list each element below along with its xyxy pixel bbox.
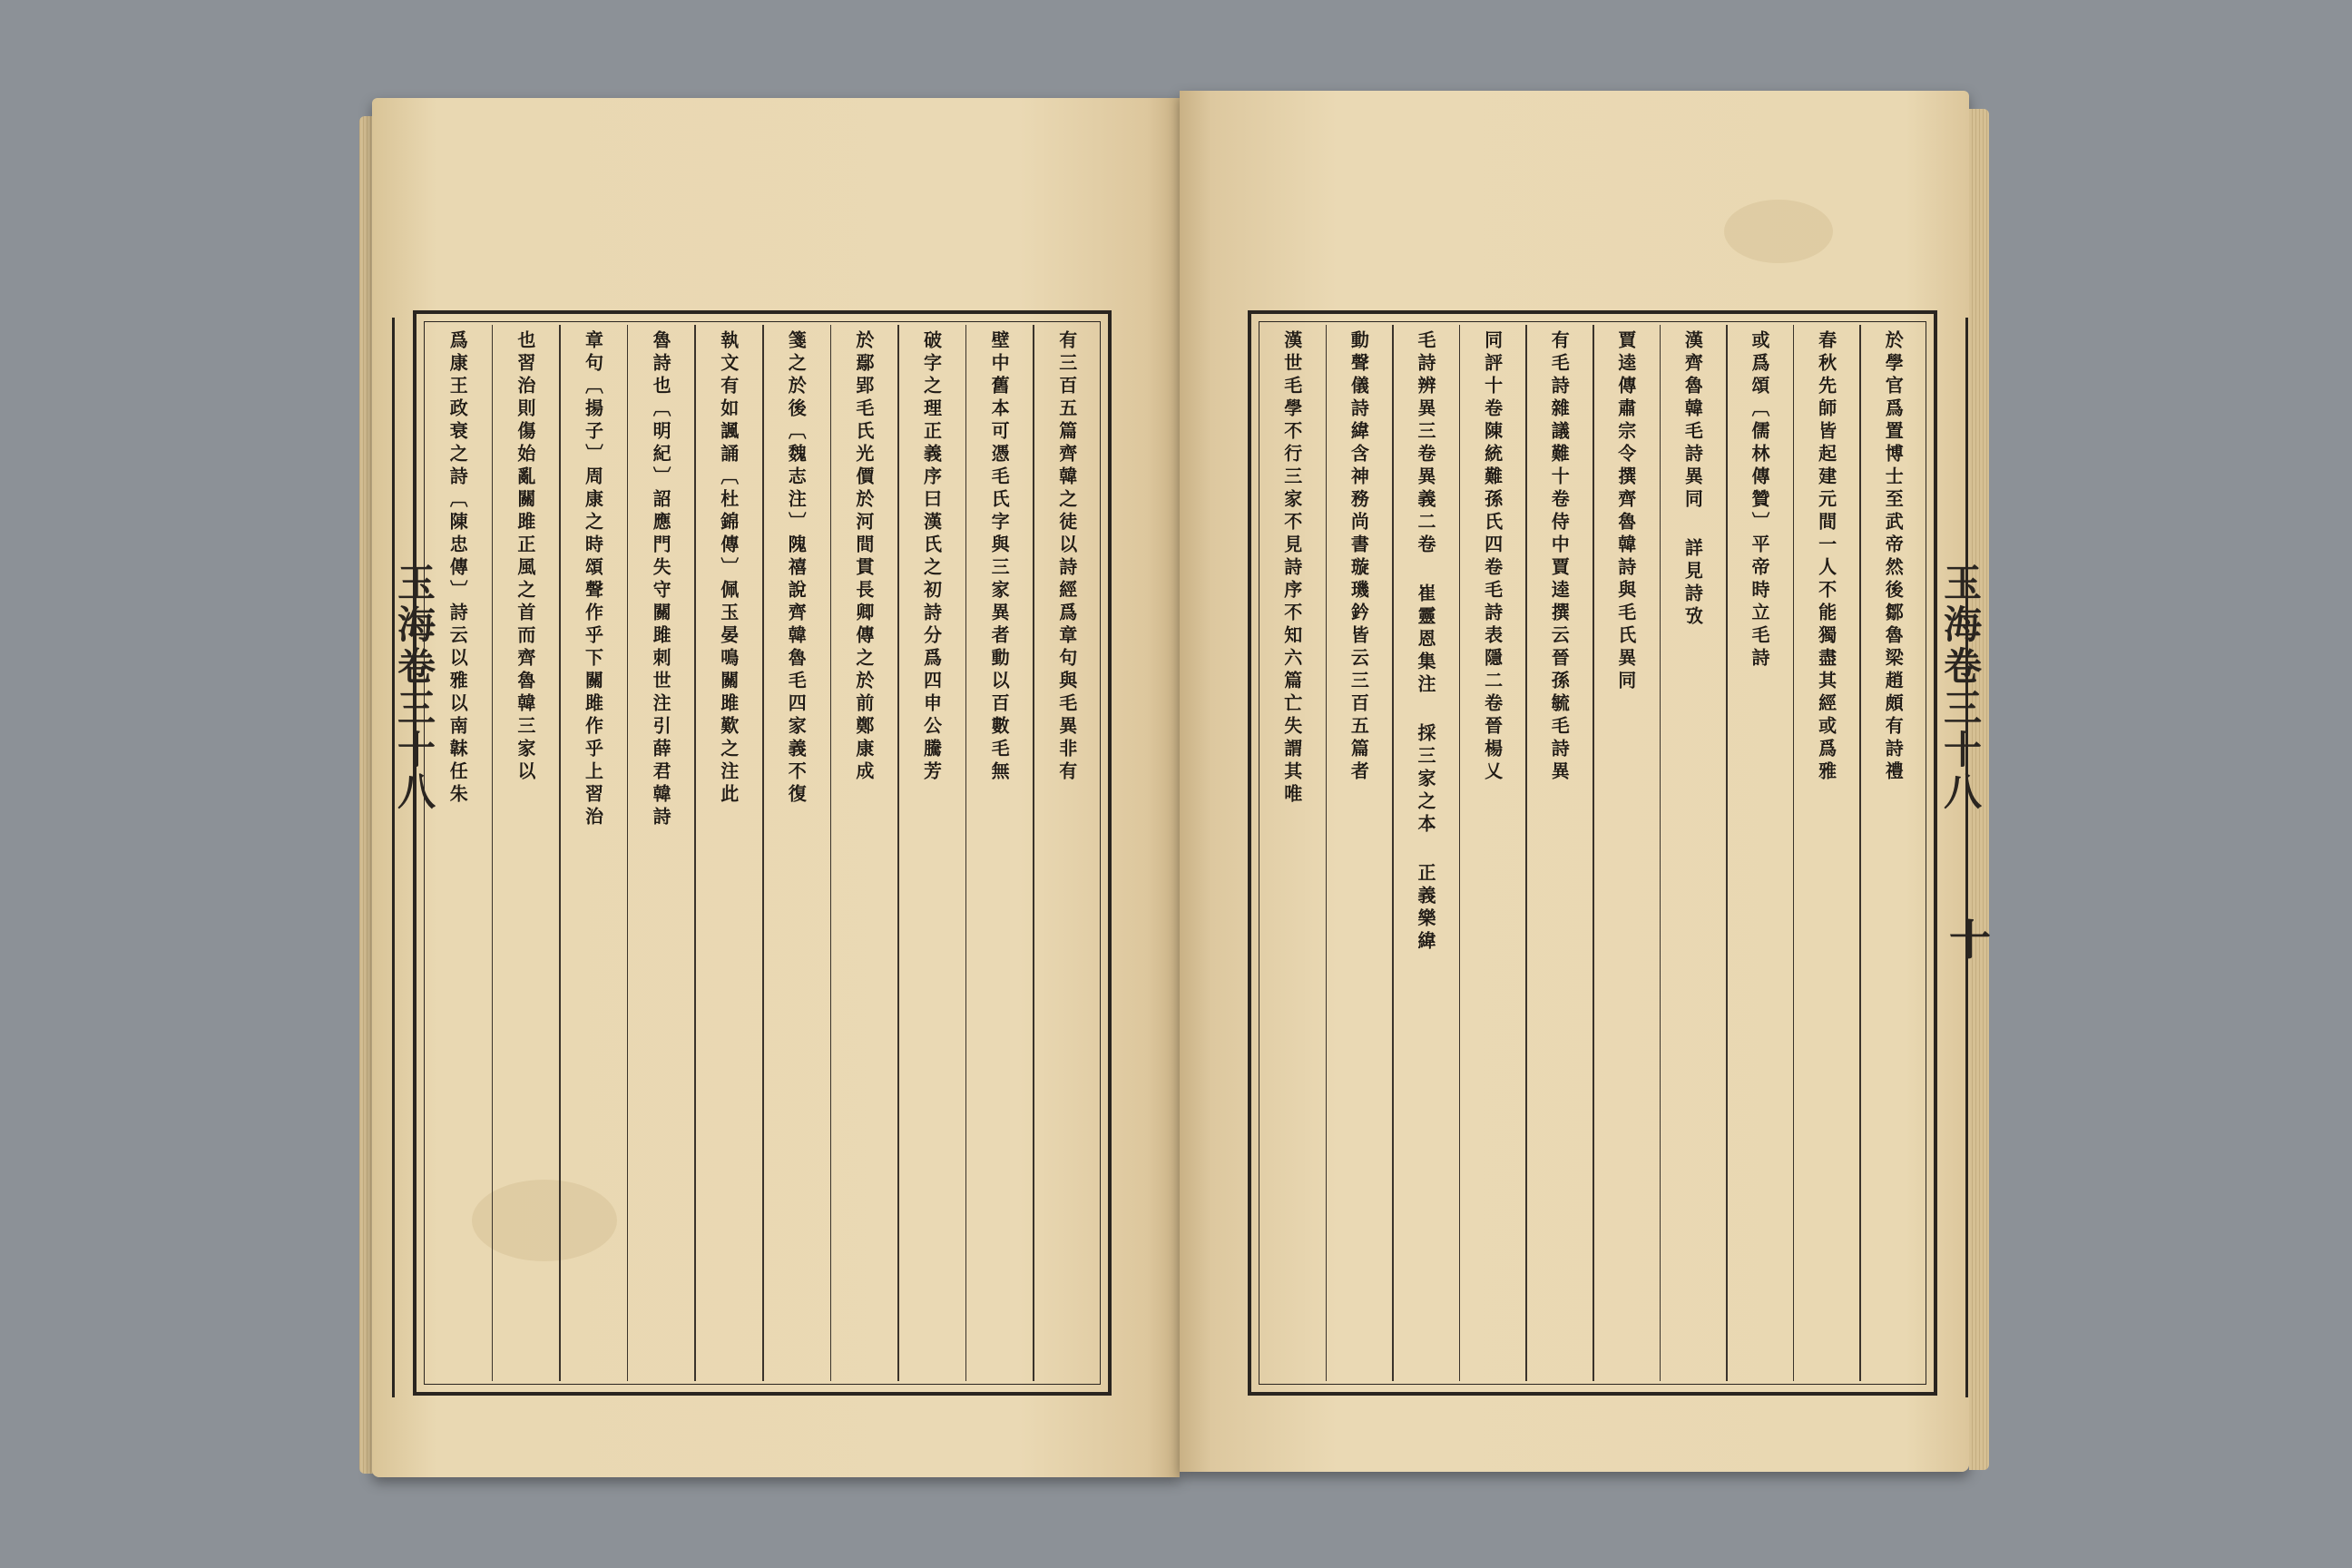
text-column: 漢世毛學不行三家不見詩序不知六篇亡失謂其唯 — [1280, 330, 1303, 807]
right-page-margin-title: 玉海卷三十八 — [1938, 563, 1983, 813]
text-column: 毛詩辨異三卷異義二卷 崔靈恩集注 採三家之本 正義樂緯 — [1414, 330, 1436, 954]
right-text-frame — [1248, 310, 1937, 1396]
text-column: 執文有如諷誦〔杜錦傳〕佩玉晏鳴關雎歎之注此 — [717, 330, 740, 807]
folio-number: 十 — [1949, 916, 1991, 965]
text-column: 動聲儀詩緯含神務尚書璇璣鈐皆云三百五篇者 — [1348, 330, 1370, 784]
text-column: 或爲頌〔儒林傳贊〕平帝時立毛詩 — [1748, 330, 1770, 671]
text-column: 於學官爲置博士至武帝然後鄒魯梁趙頗有詩禮 — [1882, 330, 1905, 784]
left-page-margin-title: 玉海卷三十八 — [392, 563, 436, 813]
text-column: 同評十卷陳統難孫氏四卷毛詩表隱二卷晉楊乂 — [1481, 330, 1504, 784]
text-column: 壁中舊本可憑毛氏字與三家異者動以百數毛無 — [988, 330, 1011, 784]
right-page-margin-rule — [1940, 318, 1968, 1397]
text-column: 章句〔揚子〕周康之時頌聲作乎下關雎作乎上習治 — [582, 330, 604, 829]
text-column: 賈逵傳肅宗令撰齊魯韓詩與毛氏異同 — [1614, 330, 1637, 693]
text-column: 箋之於後〔魏志注〕隗禧說齊韓魯毛四家義不復 — [785, 330, 808, 807]
text-column: 破字之理正義序曰漢氏之初詩分爲四申公騰芳 — [920, 330, 943, 784]
text-column: 有毛詩雜議難十卷侍中賈逵撰云晉孫毓毛詩異 — [1548, 330, 1571, 784]
text-column: 有三百五篇齊韓之徒以詩經爲章句與毛異非有 — [1055, 330, 1078, 784]
text-column: 魯詩也〔明紀〕詔應門失守關雎刺世注引薛君韓詩 — [650, 330, 672, 829]
text-column: 爲康王政衰之詩〔陳忠傳〕詩云以雅以南韎任朱 — [446, 330, 469, 807]
text-column: 於鄢郢毛氏光價於河間貫長卿傳之於前鄭康成 — [852, 330, 875, 784]
left-text-frame — [413, 310, 1112, 1396]
text-column: 春秋先師皆起建元間一人不能獨盡其經或爲雅 — [1815, 330, 1838, 784]
paper-stain — [1724, 200, 1833, 263]
text-column: 也習治則傷始亂關雎正風之首而齊魯韓三家以 — [514, 330, 536, 784]
text-column: 漢齊魯韓毛詩異同 詳見詩攷 — [1681, 330, 1704, 629]
